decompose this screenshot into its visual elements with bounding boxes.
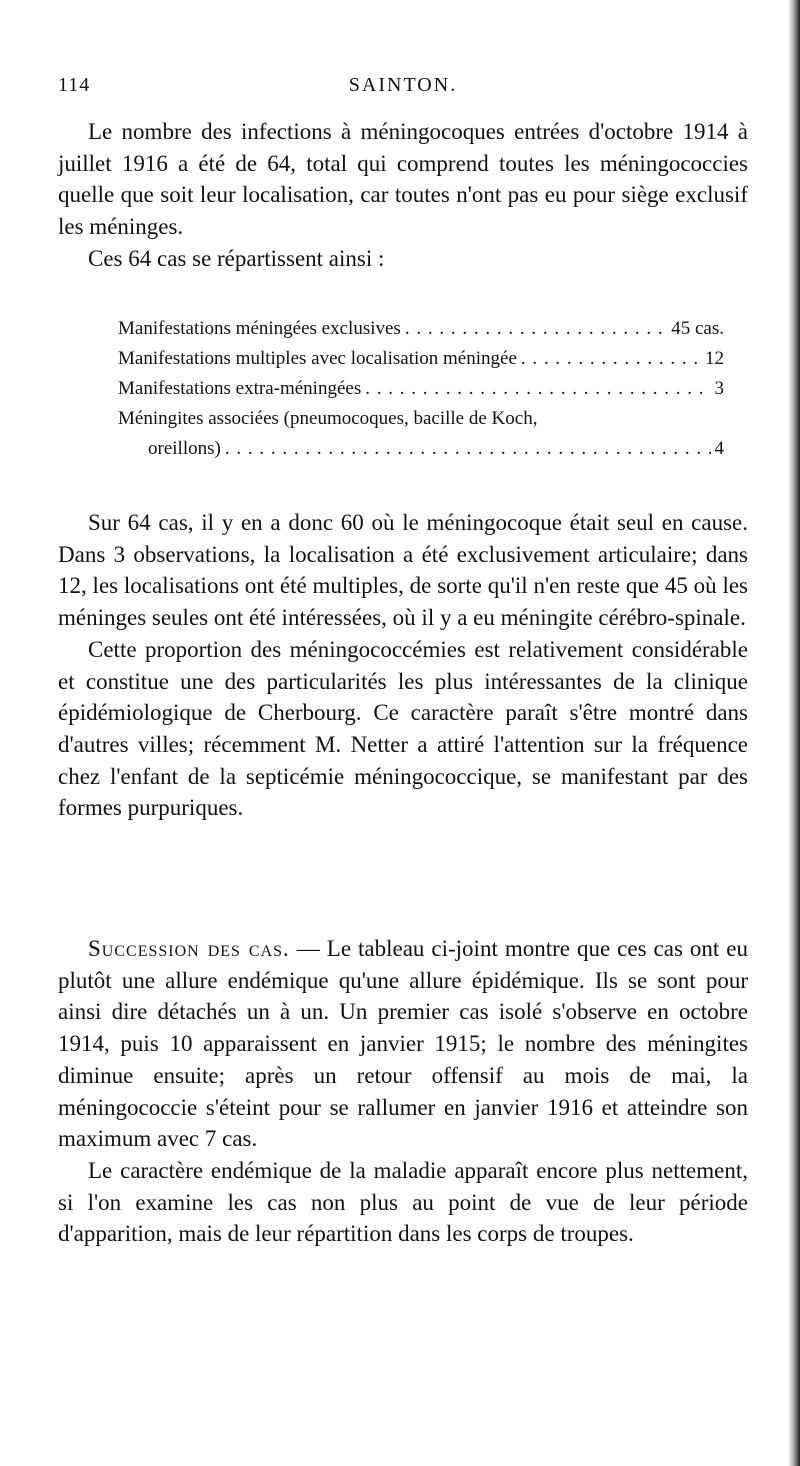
table-row-label: oreillons) bbox=[148, 438, 221, 459]
paragraph-distribution-intro: Ces 64 cas se répartissent ainsi : bbox=[88, 245, 385, 271]
page-edge-shadow bbox=[788, 0, 800, 1466]
table-row-label: Manifestations multiples avec localisation méningée bbox=[118, 348, 517, 369]
cases-table bbox=[118, 314, 724, 464]
paragraph-meningococcus-cause: Sur 64 cas, il y en a donc 60 où le méningocoque était seul en cause. Dans 3 observations, la localisation a été exclusivement articulaire; dans 12, les localisations ont été multiples, de sorte qu'il n'en reste que 45 où les méninges seules ont été intéressées, où il y a eu méningite cérébro-spinale. bbox=[58, 510, 748, 631]
leader-dots bbox=[405, 314, 667, 344]
section-dash: — bbox=[289, 936, 327, 961]
leader-dots bbox=[225, 434, 711, 464]
paragraph-endemic: Le caractère endémique de la maladie apparaît encore plus nettement, si l'on examine les cas non plus au point de vue de leur période d'apparition, mais de leur répartition dans les corps de troupes. bbox=[58, 1157, 748, 1247]
section-text: Le tableau ci-joint montre que ces cas ont eu plutôt une allure endémique qu'une allure épidémique. Ils se sont pour ainsi dire détachés un à un. Un premier cas isolé s'observe en octobre 1914, puis 10 apparaissent en janvier 1915; le nombre des méningites diminue ensuite; après un retour offensif au mois de mai, la méningococcie s'éteint pour se rallumer en janvier 1916 et atteindre son maximum avec 7 cas. bbox=[58, 936, 748, 1152]
page-number: 114 bbox=[58, 74, 91, 96]
table-row bbox=[118, 344, 724, 374]
table-row-count: 4 bbox=[714, 438, 724, 459]
paragraph-infections-count: Le nombre des infections à méningocoques entrées d'octobre 1914 à juillet 1916 a été de 64, total qui comprend toutes les méningococcies quelle que soit leur localisation, car toutes n'ont pas eu pour siège exclusif les méninges. bbox=[58, 119, 748, 240]
leader-dots bbox=[521, 344, 701, 374]
table-row bbox=[118, 374, 724, 404]
paragraph-proportion: Cette proportion des méningococcémies est relativement considérable et constitue une des particularités les plus intéressantes de la clinique épidémiologique de Cherbourg. Ce caractère paraît s'être montré dans d'autres villes; récemment M. Netter a attiré l'attention sur la fréquence chez l'enfant de la septicémie méningococcique, se manifestant par des formes purpuriques. bbox=[58, 636, 748, 821]
running-head: SAINTON. bbox=[348, 74, 458, 96]
leader-dots bbox=[365, 374, 710, 404]
table-row bbox=[118, 314, 724, 344]
page-header bbox=[58, 74, 748, 104]
table-row-label: Manifestations méningées exclusives bbox=[118, 318, 401, 339]
table-row-label: Manifestations extra-méningées bbox=[118, 378, 362, 399]
text-block-intro bbox=[58, 116, 748, 275]
table-row-count: 12 bbox=[705, 348, 724, 369]
text-block-succession bbox=[58, 933, 748, 1250]
text-block-analysis bbox=[58, 507, 748, 824]
table-row-count: 45 cas. bbox=[671, 318, 724, 339]
table-row bbox=[118, 434, 724, 464]
section-heading: Succession des cas. bbox=[88, 936, 290, 961]
paragraph-succession bbox=[58, 933, 748, 1155]
table-row-label-line1: Méningites associées (pneumocoques, bacille de Koch, bbox=[118, 408, 538, 429]
table-row-count: 3 bbox=[714, 378, 724, 399]
